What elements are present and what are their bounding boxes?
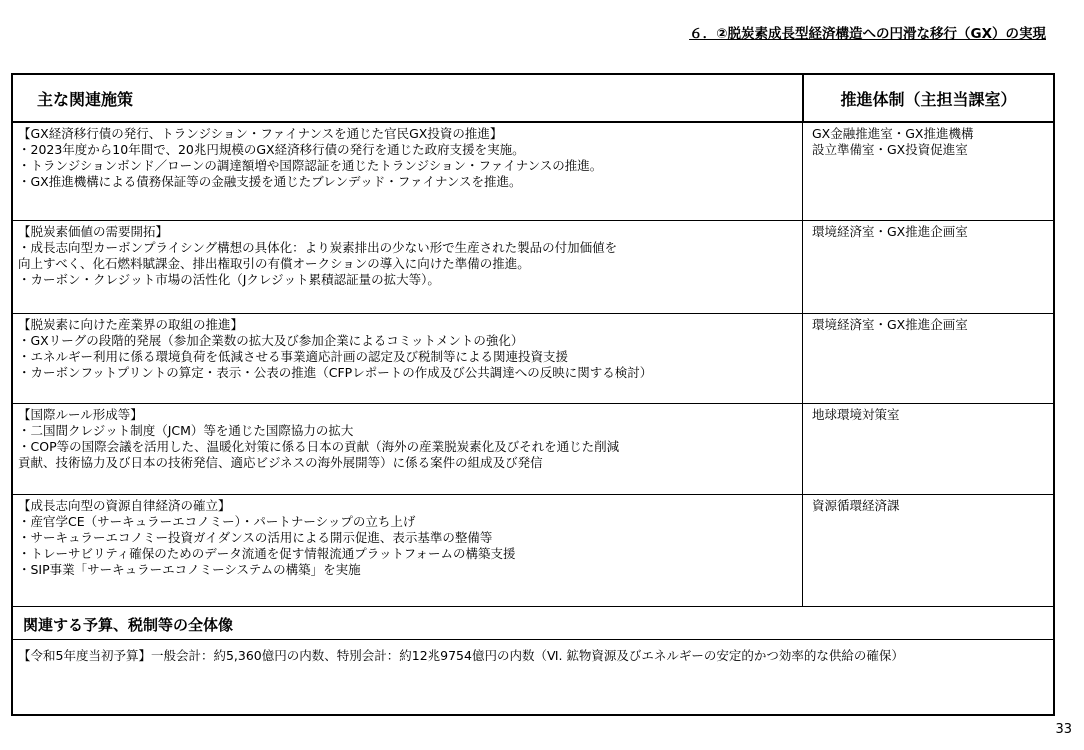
measures-cell — [13, 221, 803, 313]
budget-section-header — [13, 607, 1053, 640]
measure-line: 【国際ルール形成等】 — [18, 407, 143, 422]
page-heading: ６．②脱炭素成長型経済構造への円滑な移行（GX）の実現 — [689, 26, 1046, 42]
measure-line: ・トランジションボンド／ローンの調達額増や国際認証を通じたトランジション・ファイナンスの推進。 — [18, 158, 603, 173]
measure-line: ・二国間クレジット制度（JCM）等を通じた国際協力の拡大 — [18, 423, 354, 438]
page-number: 33 — [1055, 722, 1072, 737]
header-measures-label: 主な関連施策 — [37, 90, 134, 109]
measure-line: 【脱炭素価値の需要開拓】 — [18, 224, 169, 239]
measure-line: 【GX経済移行債の発行、トランジション・ファイナンスを通じた官民GX投資の推進】 — [18, 126, 503, 141]
table-row — [13, 123, 1053, 221]
measures-cell — [13, 495, 803, 606]
measure-line: 貢献、技術協力及び日本の技術発信、適応ビジネスの海外展開等）に係る案件の組成及び発信 — [18, 455, 543, 470]
table-row — [13, 495, 1053, 607]
owner-line: 環境経済室・GX推進企画室 — [812, 224, 968, 239]
measure-line: 向上すべく、化石燃料賦課金、排出権取引の有償オークションの導入に向けた準備の推進。 — [18, 256, 530, 271]
measure-line: ・サーキュラーエコノミー投資ガイダンスの活用による開示促進、表示基準の整備等 — [18, 530, 493, 545]
measure-line: ・産官学CE（サーキュラーエコノミー）・パートナーシップの立ち上げ — [18, 514, 416, 529]
measures-cell — [13, 123, 803, 220]
budget-section-title: 関連する予算、税制等の全体像 — [23, 616, 234, 634]
owner-line: 設立準備室・GX投資促進室 — [812, 142, 968, 157]
budget-text: 【令和5年度当初予算】一般会計：約5,360億円の内数、特別会計：約12兆9754億円の内数（Ⅵ. 鉱物資源及びエネルギーの安定的かつ効率的な供給の確保） — [18, 648, 904, 663]
owner-cell — [803, 221, 1051, 313]
table-row — [13, 221, 1053, 314]
owner-line: 資源循環経済課 — [812, 498, 900, 513]
header-owner-label: 推進体制（主担当課室） — [840, 90, 1017, 109]
measure-line: ・エネルギー利用に係る環境負荷を低減させる事業適応計画の認定及び税制等による関連投資支援 — [18, 349, 569, 364]
header-cell-measures — [13, 75, 804, 121]
owner-cell — [803, 495, 1051, 606]
owner-cell — [803, 314, 1051, 403]
header-cell-owner — [804, 75, 1053, 121]
owner-cell — [803, 404, 1051, 494]
measures-cell — [13, 404, 803, 494]
measure-line: 【脱炭素に向けた産業界の取組の推進】 — [18, 317, 244, 332]
table-row — [13, 404, 1053, 495]
measure-line: ・COP等の国際会議を活用した、温暖化対策に係る日本の貢献（海外の産業脱炭素化及びそれを通じた削減 — [18, 439, 620, 454]
owner-cell — [803, 123, 1051, 220]
owner-line: 地球環境対策室 — [812, 407, 900, 422]
owner-line: GX金融推進室・GX推進機構 — [812, 126, 974, 141]
policy-table — [11, 73, 1055, 716]
measure-line: ・GX推進機構による債務保証等の金融支援を通じたブレンデッド・ファイナンスを推進。 — [18, 174, 522, 189]
table-row — [13, 314, 1053, 404]
measure-line: 【成長志向型の資源自律経済の確立】 — [18, 498, 231, 513]
measure-line: ・カーボン・クレジット市場の活性化（Jクレジット累積認証量の拡大等）。 — [18, 272, 440, 287]
measures-cell — [13, 314, 803, 403]
owner-line: 環境経済室・GX推進企画室 — [812, 317, 968, 332]
measure-line: ・2023年度から10年間で、20兆円規模のGX経済移行債の発行を通じた政府支援を実施。 — [18, 142, 525, 157]
measure-line: ・カーボンフットプリントの算定・表示・公表の推進（CFPレポートの作成及び公共調達への反映に関する検討） — [18, 365, 653, 380]
measure-line: ・SIP事業「サーキュラーエコノミーシステムの構築」を実施 — [18, 562, 361, 577]
measure-line: ・トレーサビリティ確保のためのデータ流通を促す情報流通プラットフォームの構築支援 — [18, 546, 516, 561]
measure-line: ・成長志向型カーボンプライシング構想の具体化：より炭素排出の少ない形で生産された製品の付加価値を — [18, 240, 618, 255]
table-header-row — [13, 75, 1053, 123]
measure-line: ・GXリーグの段階的発展（参加企業数の拡大及び参加企業によるコミットメントの強化） — [18, 333, 524, 348]
